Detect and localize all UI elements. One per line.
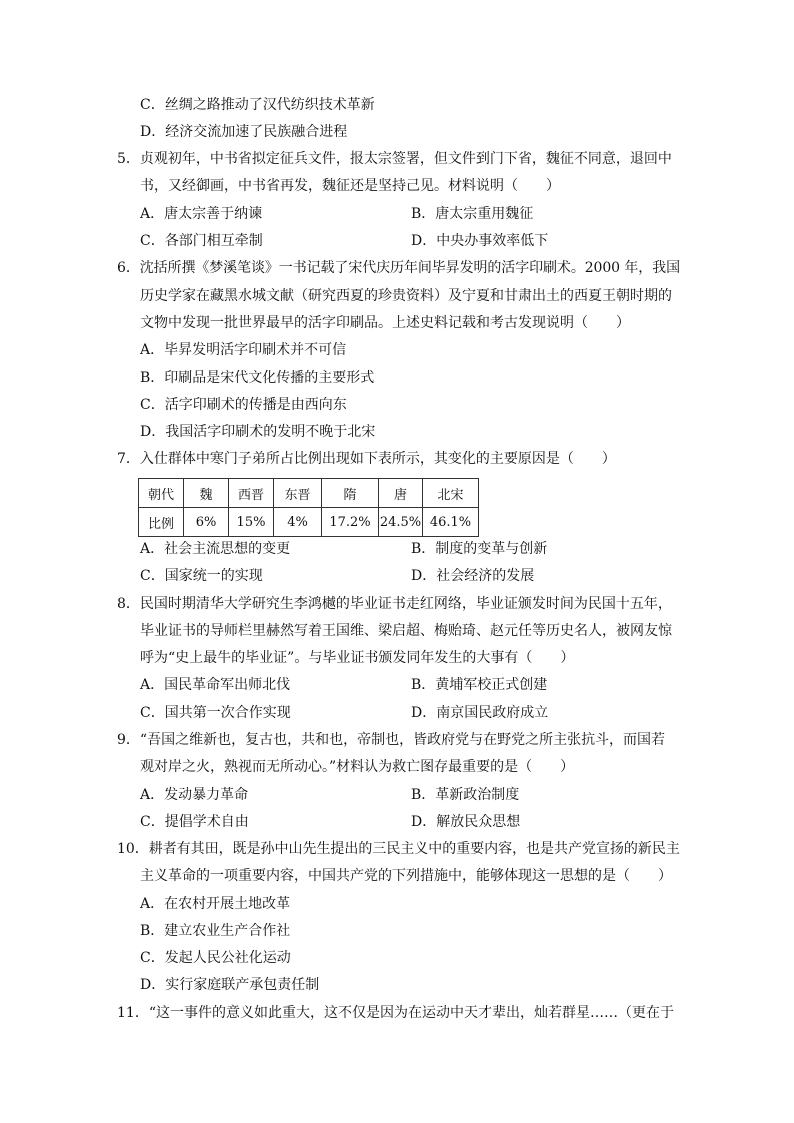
q9-option-b: B．革新政治制度 — [411, 787, 520, 803]
q7-option-a: A．社会主流思想的变更 — [140, 541, 291, 557]
q5-option-a: A．唐太宗善于纳谏 — [140, 206, 263, 222]
q4-option-c: C．丝绸之路推动了汉代纺织技术革新 — [140, 97, 375, 113]
q5-option-d: D．中央办事效率低下 — [411, 233, 549, 249]
q9-option-c: C．提倡学术自由 — [140, 814, 249, 830]
table-cell: 西晋 — [229, 479, 274, 508]
table-cell: 北宋 — [423, 479, 479, 508]
q8-stem-line-3: 呼为“史上最牛的毕业证”。与毕业证书颁发同年发生的大事有（ ） — [140, 650, 575, 666]
table-cell: 魏 — [184, 479, 229, 508]
q9-option-d: D．解放民众思想 — [411, 814, 521, 830]
q9-option-a: A．发动暴力革命 — [140, 787, 249, 803]
q11-stem-line-1: 11．“这一事件的意义如此重大，这不仅是因为在运动中天才辈出，灿若群星……（更在于 — [117, 1005, 674, 1021]
q6-option-d: D．我国活字印刷术的发明不晚于北宋 — [140, 424, 376, 440]
q10-option-d: D．实行家庭联产承包责任制 — [140, 977, 320, 993]
q6-option-a: A．毕昇发明活字印刷术并不可信 — [140, 342, 347, 358]
table-row — [139, 508, 479, 537]
table-cell: 隋 — [322, 479, 379, 508]
q10-option-c: C．发起人民公社化运动 — [140, 950, 291, 966]
q6-option-b: B．印刷品是宋代文化传播的主要形式 — [140, 370, 375, 386]
table-cell: 唐 — [379, 479, 423, 508]
q6-option-c: C．活字印刷术的传播是由西向东 — [140, 397, 347, 413]
q5-stem-line-1: 5．贞观初年，中书省拟定征兵文件，报太宗签署，但文件到门下省，魏征不同意，退回中 — [117, 151, 672, 167]
q7-option-d: D．社会经济的发展 — [411, 568, 535, 584]
q7-stem-line-1: 7．入仕群体中寒门子弟所占比例出现如下表所示，其变化的主要原因是（ ） — [117, 451, 616, 467]
q7-ratio-table — [138, 478, 479, 537]
q10-option-a: A．在农村开展土地改革 — [140, 896, 291, 912]
q8-option-d: D．南京国民政府成立 — [411, 705, 549, 721]
q8-stem-line-2: 毕业证书的导师栏里赫然写着王国维、梁启超、梅贻琦、赵元任等历史名人，被网友惊 — [140, 623, 672, 639]
table-header-row — [139, 479, 479, 508]
q8-option-a: A．国民革命军出师北伐 — [140, 677, 291, 693]
table-cell: 东晋 — [274, 479, 322, 508]
q9-stem-line-1: 9．“吾国之维新也，复古也，共和也，帝制也，皆政府党与在野党之所主张抗斗，而国若 — [117, 732, 666, 748]
table-cell: 比例 — [139, 508, 184, 537]
q10-stem-line-2: 主义革命的一项重要内容，中国共产党的下列措施中，能够体现这一思想的是（ ） — [140, 868, 672, 884]
q6-stem-line-2: 历史学家在藏黑水城文献（研究西夏的珍贵资料）及宁夏和甘肃出土的西夏王朝时期的 — [140, 288, 672, 304]
q9-stem-line-2: 观对岸之火，熟视而无所动心。”材料认为救亡图存最重要的是（ ） — [140, 759, 575, 775]
table-cell: 朝代 — [139, 479, 184, 508]
table-cell: 6% — [184, 508, 229, 537]
q7-option-b: B．制度的变革与创新 — [411, 541, 548, 557]
table-cell: 46.1% — [423, 508, 479, 537]
q5-stem-line-2: 书，又经御画，中书省再发，魏征还是坚持己见。材料说明（ ） — [140, 178, 560, 194]
q10-option-b: B．建立农业生产合作社 — [140, 923, 291, 939]
q5-option-c: C．各部门相互牵制 — [140, 233, 263, 249]
table-cell: 17.2% — [322, 508, 379, 537]
q5-option-b: B．唐太宗重用魏征 — [411, 206, 534, 222]
q6-stem-line-3: 文物中发现一批世界最早的活字印刷品。上述史料记载和考古发现说明（ ） — [140, 315, 630, 331]
q4-option-d: D．经济交流加速了民族融合进程 — [140, 124, 348, 140]
q10-stem-line-1: 10．耕者有其田，既是孙中山先生提出的三民主义中的重要内容，也是共产党宣扬的新民主 — [117, 841, 680, 857]
table-cell: 24.5% — [379, 508, 423, 537]
q8-option-b: B．黄埔军校正式创建 — [411, 677, 548, 693]
table-cell: 4% — [274, 508, 322, 537]
q6-stem-line-1: 6．沈括所撰《梦溪笔谈》一书记载了宋代庆历年间毕昇发明的活字印刷术。2000 年，我国 — [117, 260, 680, 276]
q8-stem-line-1: 8．民国时期清华大学研究生李鸿樾的毕业证书走红网络，毕业证颁发时间为民国十五年， — [117, 596, 672, 612]
q8-option-c: C．国共第一次合作实现 — [140, 705, 291, 721]
table-cell: 15% — [229, 508, 274, 537]
q7-option-c: C．国家统一的实现 — [140, 568, 263, 584]
